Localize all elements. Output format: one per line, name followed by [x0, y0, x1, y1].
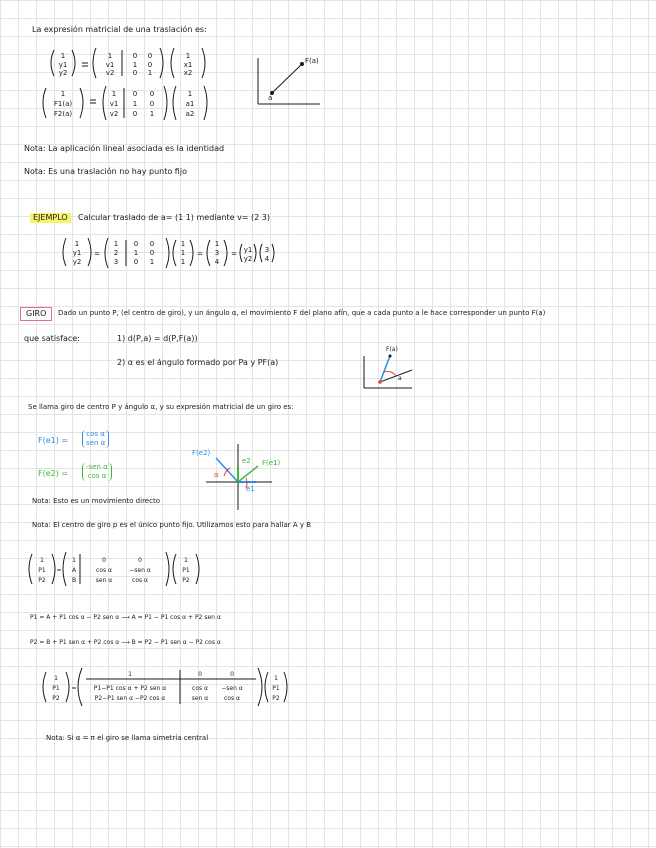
svg-text:1: 1	[132, 100, 138, 108]
f-e1-sen: sen α	[86, 439, 106, 447]
svg-text:P2: P2	[182, 577, 190, 584]
nota-simetria: Nota: Si α = π el giro se llama simetría central	[46, 734, 209, 742]
svg-text:0: 0	[132, 110, 138, 118]
traslacion-intro: La expresión matricial de una traslación es:	[32, 25, 207, 34]
svg-text:0: 0	[149, 100, 155, 108]
f-e2-label: F(e2) =	[38, 469, 69, 478]
svg-text:0: 0	[230, 671, 234, 678]
svg-text:−sen α: −sen α	[221, 685, 243, 692]
ejemplo-tag: EJEMPLO	[30, 213, 71, 223]
svg-text:cos α: cos α	[224, 695, 240, 702]
svg-text:1: 1	[111, 90, 117, 98]
svg-text:y1: y1	[58, 61, 68, 69]
svg-text:cos α: cos α	[96, 567, 112, 574]
svg-text:1: 1	[72, 557, 76, 564]
svg-text:1: 1	[113, 240, 119, 248]
nota-punto-fijo: Nota: Es una traslación no hay punto fijo	[24, 167, 187, 176]
svg-text:y1: y1	[243, 246, 253, 254]
svg-text:P2: P2	[38, 577, 46, 584]
svg-text:1: 1	[180, 258, 186, 266]
svg-text:1: 1	[60, 90, 66, 98]
svg-text:cos α: cos α	[192, 685, 208, 692]
point-a-label: a	[268, 94, 273, 102]
svg-text:0: 0	[147, 61, 153, 69]
svg-text:P2: P2	[272, 695, 280, 702]
ejemplo-text: Calcular traslado de a= (1 1) mediante v= (2 3)	[78, 213, 271, 222]
svg-text:=: =	[94, 250, 100, 258]
svg-text:y2: y2	[72, 258, 82, 266]
svg-text:1: 1	[40, 557, 44, 564]
svg-text:a2: a2	[185, 110, 195, 118]
svg-text:0: 0	[149, 90, 155, 98]
svg-text:1: 1	[54, 675, 58, 682]
svg-text:P2−P1 sen α −P2 cos α: P2−P1 sen α −P2 cos α	[94, 695, 166, 702]
svg-text:P1: P1	[38, 567, 46, 574]
svg-text:=: =	[71, 685, 77, 692]
giro-diagram-fa-label: F(a)	[386, 346, 398, 353]
svg-text:sen α: sen α	[95, 577, 113, 584]
svg-text:1: 1	[184, 557, 188, 564]
eq-p1: P1 = A + P1 cos α − P2 sen α ⟶ A = P1 − P1 cos α + P2 sen α	[30, 614, 221, 621]
f-e1-cos: cos α	[86, 430, 105, 438]
giro-cond2: 2) α es el ángulo formado por Pa y PF(a)	[117, 358, 279, 367]
svg-text:0: 0	[132, 52, 138, 60]
point-fa-label: F(a)	[305, 57, 319, 65]
svg-text:0: 0	[133, 258, 139, 266]
svg-text:F1(a): F1(a)	[53, 100, 73, 108]
svg-text:0: 0	[138, 557, 142, 564]
svg-text:0: 0	[147, 52, 153, 60]
svg-text:A: A	[71, 567, 77, 574]
f-e2-cos: cos α	[87, 472, 107, 480]
giro-tag: GIRO	[20, 307, 52, 321]
svg-text:0: 0	[133, 240, 139, 248]
svg-text:0: 0	[132, 90, 138, 98]
svg-text:F2(a): F2(a)	[53, 110, 73, 118]
svg-text:y1: y1	[72, 249, 82, 257]
svg-text:1: 1	[187, 90, 193, 98]
svg-text:1: 1	[214, 240, 220, 248]
f-e2-sen: -sen α	[86, 463, 108, 471]
svg-text:a: a	[398, 375, 402, 382]
svg-text:1: 1	[133, 249, 139, 257]
svg-text:4: 4	[214, 258, 220, 266]
svg-text:0: 0	[198, 671, 202, 678]
svg-text:3: 3	[264, 246, 270, 254]
nota-fijo: Nota: El centro de giro p es el único punto fijo. Utilizamos esto para hallar A y B	[32, 521, 312, 529]
svg-text:1: 1	[74, 240, 80, 248]
svg-text:P1: P1	[182, 567, 190, 574]
eq-p2: P2 = B + P1 sen α + P2 cos α ⟶ B = P2 − P1 sen α − P2 cos α	[30, 639, 221, 646]
svg-text:3: 3	[113, 258, 119, 266]
giro-satisface: que satisface:	[24, 334, 80, 343]
svg-text:v1: v1	[109, 100, 119, 108]
giro-cond1: 1) d(P,a) = d(P,F(a))	[117, 334, 198, 343]
svg-text:0: 0	[132, 69, 138, 77]
svg-text:=: =	[231, 250, 237, 258]
nota-identidad: Nota: La aplicación lineal asociada es la identidad	[24, 144, 225, 153]
svg-text:4: 4	[264, 255, 270, 263]
svg-text:cos α: cos α	[132, 577, 148, 584]
f-e1-label: F(e1) =	[38, 436, 69, 445]
axes-e1-label: e1	[246, 485, 255, 493]
svg-text:1: 1	[149, 110, 155, 118]
svg-text:1: 1	[180, 249, 186, 257]
svg-text:a1: a1	[185, 100, 195, 108]
svg-text:y2: y2	[58, 69, 68, 77]
svg-text:1: 1	[180, 240, 186, 248]
svg-text:2: 2	[113, 249, 119, 257]
svg-text:v2: v2	[105, 69, 115, 77]
svg-text:sen α: sen α	[191, 695, 209, 702]
axes-alpha-label: α	[214, 471, 219, 479]
svg-text:1: 1	[132, 61, 138, 69]
svg-text:1: 1	[128, 671, 132, 678]
svg-text:1: 1	[107, 52, 113, 60]
svg-text:v1: v1	[105, 61, 115, 69]
svg-text:x2: x2	[183, 69, 193, 77]
axes-fe1-label: F(e1)	[262, 459, 281, 467]
svg-text:P1: P1	[52, 685, 60, 692]
svg-text:P2: P2	[52, 695, 60, 702]
giro-definition: Dado un punto P, (el centro de giro), y un ángulo α, el movimiento F del plano afín, que a cada punto a le hace corresponder un punto F(a)	[58, 309, 546, 317]
svg-text:=: =	[56, 567, 62, 574]
svg-text:1: 1	[149, 258, 155, 266]
svg-text:0: 0	[149, 240, 155, 248]
giro-se-llama: Se llama giro de centro P y ángulo α, y su expresión matricial de un giro es:	[28, 403, 294, 411]
svg-text:=: =	[197, 250, 203, 258]
axes-fe2-label: F(e2)	[192, 449, 211, 457]
svg-text:x1: x1	[183, 61, 193, 69]
svg-text:1: 1	[147, 69, 153, 77]
svg-text:P1−P1 cos α + P2 sen α: P1−P1 cos α + P2 sen α	[93, 685, 167, 692]
nota-directo: Nota: Esto es un movimiento directo	[32, 497, 160, 505]
svg-text:1: 1	[60, 52, 66, 60]
svg-text:0: 0	[149, 249, 155, 257]
svg-text:B: B	[71, 577, 77, 584]
svg-text:3: 3	[214, 249, 220, 257]
svg-text:P1: P1	[272, 685, 280, 692]
svg-text:y2: y2	[243, 255, 253, 263]
svg-text:1: 1	[274, 675, 278, 682]
svg-text:v2: v2	[109, 110, 119, 118]
svg-text:−sen α: −sen α	[129, 567, 151, 574]
axes-e2-label: e2	[242, 457, 251, 465]
svg-text:0: 0	[102, 557, 106, 564]
svg-text:1: 1	[185, 52, 191, 60]
